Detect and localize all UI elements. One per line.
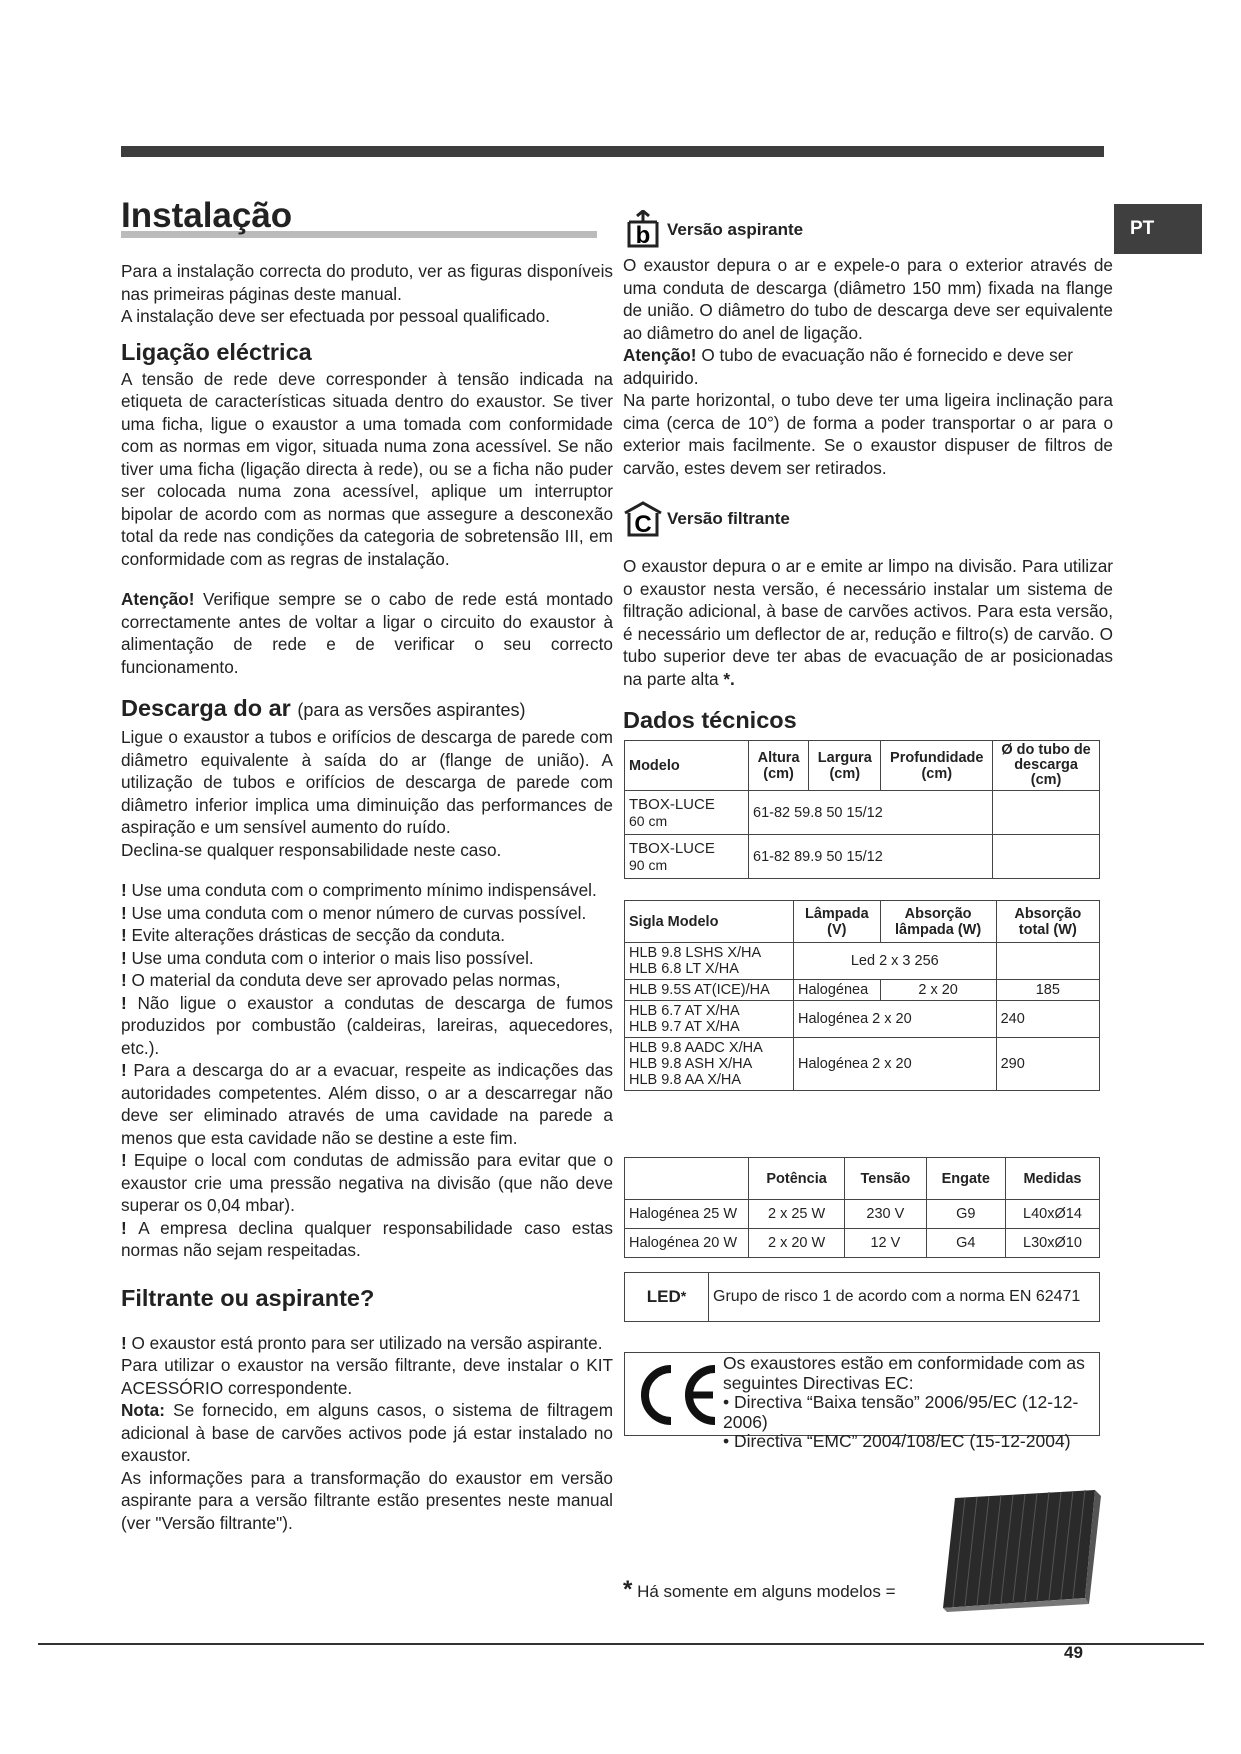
- language-tab: PT: [1114, 204, 1202, 254]
- table-row: HLB 9.8 AADC X/HA HLB 9.8 ASH X/HA HLB 9.8 AA X/HA Halogénea 2 x 20 290: [625, 1038, 1100, 1091]
- ce-text: Os exaustores estão em conformidade com as seguintes Directivas EC: • Directiva “Baixa tensão” 2006/95/EC (12-12-2006) • Directiva “EMC” 2004/108/EC (15-12-2004): [723, 1353, 1085, 1451]
- led-text: Grupo de risco 1 de acordo com a norma EN 62471: [713, 1288, 1081, 1305]
- filtrante-ou-heading: Filtrante ou aspirante?: [121, 1284, 375, 1311]
- aspirante-title: Versão aspirante: [667, 219, 804, 239]
- table-cell: [993, 835, 1100, 879]
- table-cell: 61-82 89.9 50 15/12: [749, 835, 993, 879]
- list-item: ! Não ligue o exaustor a condutas de descarga de fumos produzidos por combustão (caldeiras, lareiras, aquecedores, etc.).: [121, 992, 613, 1058]
- ligacao-text: A tensão de rede deve corresponder à tensão indicada na etiqueta de características situada dentro do exaustor. Se tiver uma ficha, ligue o exaustor a uma tomada com conformidade com as normas em vigor, situada numa zona acessível. Se não tiver uma ficha (ligação directa à rede), ou se a ficha não puder ser colocada numa zona acessível, aplique um interruptor bipolar de acordo com as normas que assegure a desconexão total da rede nas condições da categoria de sobretensão III, em conformidade com as regras de instalação.: [121, 368, 613, 569]
- table-header: Tensão: [845, 1158, 926, 1200]
- table-header: Engate: [926, 1158, 1005, 1200]
- filtrante-icon: [623, 499, 663, 539]
- ce-mark-icon: [633, 1359, 723, 1431]
- list-item: ! Equipe o local com condutas de admissão para evitar que o exaustor crie uma pressão negativa na divisão (que não deve superar os 0,04 mbar).: [121, 1150, 613, 1215]
- descarga-heading: [121, 694, 613, 724]
- svg-text:C: C: [634, 511, 652, 538]
- page-title: [121, 196, 613, 240]
- footer-rule: [38, 1643, 1204, 1645]
- lamp-table: [624, 900, 1100, 1091]
- carbon-filter-image: [935, 1488, 1105, 1612]
- filtrante-heading: [623, 499, 1113, 539]
- list-item: ! Use uma conduta com o comprimento mínimo indispensável.: [121, 880, 597, 900]
- table-header: Altura (cm): [749, 741, 809, 791]
- intro-p2: A instalação deve ser efectuada por pessoal qualificado.: [121, 306, 551, 326]
- table-header: Potência: [749, 1158, 845, 1200]
- table-row: Halogénea 25 W 2 x 25 W 230 V G9 L40xØ14: [625, 1200, 1100, 1229]
- list-item: ! A empresa declina qualquer responsabilidade caso estas normas não sejam respeitadas.: [121, 1217, 613, 1260]
- table-row: HLB 9.5S AT(ICE)/HA Halogénea 2 x 20 185: [625, 980, 1100, 1001]
- aspirante-icon: [623, 210, 663, 250]
- filtrante-text: O exaustor depura o ar e emite ar limpo na divisão. Para utilizar o exaustor nesta versão, é necessário instalar um sistema de filtração adicional, à base de carvões activos. Para esta versão, é necessário um deflector de ar, redução e filtro(s) de carvão. O tubo superior deve ter abas de evacuação de ar posicionadas na parte alta *.: [623, 556, 1113, 689]
- list-item: ! Para a descarga do ar a evacuar, respeite as indicações das autoridades competentes. Além disso, o ar a descarregar não deve ser eliminado através de uma cavidade na parede a menos que esta cavidade não se destine a este fim.: [121, 1060, 614, 1148]
- list-item: ! Evite alterações drásticas de secção da conduta.: [121, 925, 506, 945]
- descarga-bullets: [121, 879, 613, 1262]
- table-header: Medidas: [1005, 1158, 1099, 1200]
- filtrante-ou-nota: Nota: Se fornecido, em alguns casos, o sistema de filtragem adicional à base de carvões activos pode já estar instalado no exaustor.: [121, 1400, 614, 1465]
- attention-label: Atenção!: [121, 589, 195, 609]
- aspirante-text2: Na parte horizontal, o tubo deve ter uma ligeira inclinação para cima (cerca de 10°) de forma a poder transportar o ar para o exterior mais facilmente. Se o exaustor dispuser de filtros de carvão, estes devem ser retirados.: [623, 390, 1113, 478]
- list-item: ! O material da conduta deve ser aprovado pelas normas,: [121, 970, 561, 990]
- ligacao-attention: [121, 588, 613, 678]
- table-header: Largura (cm): [809, 741, 881, 791]
- table-row: TBOX-LUCE 60 cm 61-82 59.8 50 15/12: [625, 791, 1100, 835]
- table-row: HLB 9.8 LSHS X/HA HLB 6.8 LT X/HA Led 2 x 3 256: [625, 943, 1100, 980]
- filtrante-ou-p2: Para utilizar o exaustor na versão filtrante, deve instalar o KIT ACESSÓRIO correspondente.: [121, 1355, 613, 1398]
- table-row: HLB 6.7 AT X/HA HLB 9.7 AT X/HA Halogénea 2 x 20 240: [625, 1001, 1100, 1038]
- left-column: [121, 196, 613, 1534]
- attention-text: Verifique sempre se o cabo de rede está montado correctamente antes de voltar a ligar o circuito do exaustor à alimentação de rede e de verificar o seu correcto funcionamento.: [121, 589, 614, 677]
- aspirante-heading: [623, 210, 1113, 250]
- table-cell: 61-82 59.8 50 15/12: [749, 791, 993, 835]
- aspirante-text: O exaustor depura o ar e expele-o para o exterior através de uma conduta de descarga (diâmetro 150 mm) fixada na flange de união. O diâmetro do tubo de descarga deve ser equivalente ao diâmetro do anel de ligação.: [623, 255, 1113, 343]
- filtrante-title: Versão filtrante: [667, 508, 790, 528]
- dimensions-table: [624, 740, 1100, 879]
- bulb-table: [624, 1157, 1100, 1258]
- top-bar: [121, 146, 1104, 157]
- filtrante-ou-p1: ! O exaustor está pronto para ser utilizado na versão aspirante.: [121, 1332, 603, 1353]
- ligacao-heading: Ligação eléctrica: [121, 338, 312, 365]
- ce-compliance-box: [624, 1352, 1100, 1451]
- table-row: TBOX-LUCE 90 cm 61-82 89.9 50 15/12: [625, 835, 1100, 879]
- right-column: [623, 210, 1113, 736]
- descarga-title: Descarga do ar: [121, 695, 291, 721]
- led-label: LED *: [625, 1273, 709, 1321]
- descarga-text2: Declina-se qualquer responsabilidade neste caso.: [121, 839, 502, 860]
- footnote: * Há somente em alguns modelos =: [623, 1576, 896, 1603]
- table-header: Absorção lâmpada (W): [880, 901, 996, 943]
- table-header: Lâmpada (V): [794, 901, 881, 943]
- list-item: ! Use uma conduta com o interior o mais liso possível.: [121, 947, 534, 968]
- descarga-subtitle: (para as versões aspirantes): [297, 700, 526, 720]
- table-row: Halogénea 20 W 2 x 20 W 12 V G4 L30xØ10: [625, 1229, 1100, 1258]
- descarga-text: Ligue o exaustor a tubos e orifícios de descarga de parede com diâmetro equivalente à saída do ar (flange de união). A utilização de tubos e orifícios de descarga de parede com diâmetro inferior implica uma diminuição das performances de aspiração e um sensível aumento do ruído.: [121, 727, 613, 837]
- filtrante-ou-p3: As informações para a transformação do exaustor em versão aspirante para a versão filtrante estão presentes neste manual (ver "Versão filtrante").: [121, 1467, 613, 1533]
- table-header: Profundidade (cm): [881, 741, 993, 791]
- intro-p1: Para a instalação correcta do produto, ver as figuras disponíveis nas primeiras páginas deste manual.: [121, 261, 613, 304]
- page-number: 49: [1064, 1643, 1083, 1662]
- dados-heading: Dados técnicos: [623, 707, 797, 733]
- page-title-text: Instalação: [121, 196, 293, 235]
- table-header: Modelo: [625, 741, 749, 791]
- table-header: Absorção total (W): [996, 901, 1099, 943]
- led-risk-box: [624, 1272, 1100, 1322]
- aspirante-attention: Atenção! O tubo de evacuação não é fornecido e deve ser adquirido.: [623, 345, 1074, 388]
- table-cell: [993, 791, 1100, 835]
- list-item: ! Use uma conduta com o menor número de curvas possível.: [121, 902, 587, 923]
- table-header: Ø do tubo de descarga (cm): [993, 741, 1100, 791]
- svg-text:b: b: [635, 222, 651, 249]
- table-header: Sigla Modelo: [625, 901, 794, 943]
